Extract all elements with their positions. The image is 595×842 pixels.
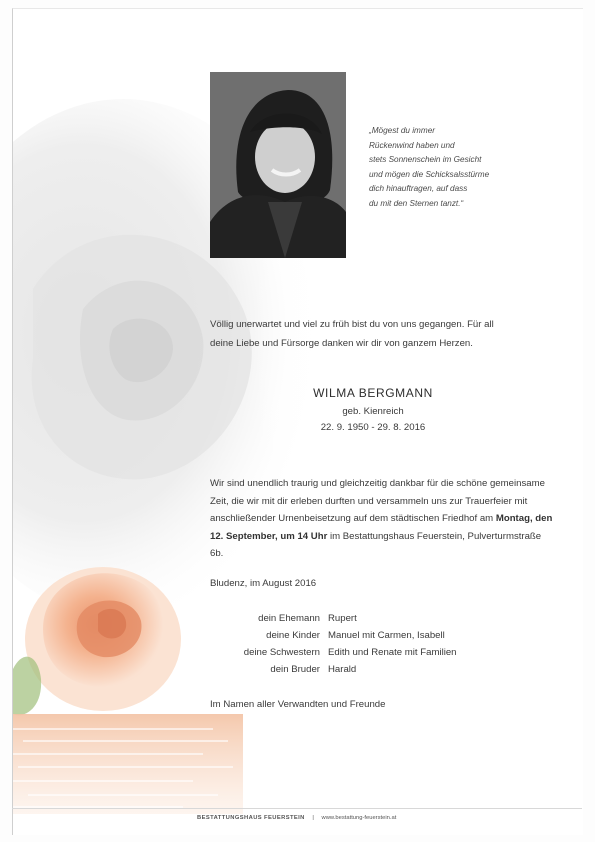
deceased-name: WILMA BERGMANN (313, 386, 433, 400)
survivor-names: Manuel mit Carmen, Isabell (328, 630, 445, 641)
ceremony-text-after: im Bestattungshaus Feuerstein, Pulverturmstraße 6b. (210, 530, 542, 560)
portrait-photo (210, 72, 346, 258)
ceremony-text (210, 475, 555, 563)
survivor-names: Rupert (328, 613, 357, 624)
closing-text: Im Namen aller Verwandten und Freunde (210, 699, 386, 710)
survivor-row (210, 610, 457, 627)
birth-name: geb. Kienreich (342, 406, 404, 417)
place-date: Bludenz, im August 2016 (210, 578, 317, 589)
footer (12, 808, 582, 827)
survivor-names: Harald (328, 664, 357, 675)
survivor-names: Edith und Renate mit Familien (328, 647, 457, 658)
footer-separator: | (312, 815, 314, 821)
survivor-relation: deine Kinder (266, 630, 320, 641)
ceremony-text-before: Wir sind unendlich traurig und gleichzeitig dankbar für die schöne gemeinsame Zeit, die wir mit dir erleben durften und versammeln uns zur Trauerfeier mit anschließender Urnenbeisetzung auf dem städtischen Friedhof am (210, 478, 545, 525)
survivor-relation: deine Schwestern (243, 647, 320, 658)
obituary-card (12, 8, 583, 835)
memorial-quote: „Mögest du immer Rückenwind haben und stets Sonnenschein im Gesicht und mögen die Schicksalsstürme dich hinauftragen, auf dass du mit den Sternen tanzt.“ (369, 126, 490, 208)
ceremony-date: Montag, den 12. September, um 14 Uhr (210, 513, 553, 542)
survivor-row (210, 644, 457, 661)
survivors-list (210, 610, 457, 678)
survivor-relation: dein Bruder (270, 664, 320, 675)
footer-url[interactable]: www.bestattung-feuerstein.at (321, 815, 397, 821)
intro-text: Völlig unerwartet und viel zu früh bist du von uns gegangen. Für all deine Liebe und Fürsorge danken wir dir von ganzem Herzen. (210, 319, 494, 349)
survivor-row (210, 627, 457, 644)
survivor-row (210, 661, 457, 678)
survivor-relation: dein Ehemann (258, 613, 320, 624)
footer-brand: BESTATTUNGSHAUS FEUERSTEIN (197, 815, 305, 821)
life-dates: 22. 9. 1950 - 29. 8. 2016 (320, 422, 426, 433)
footer-content (197, 815, 396, 821)
